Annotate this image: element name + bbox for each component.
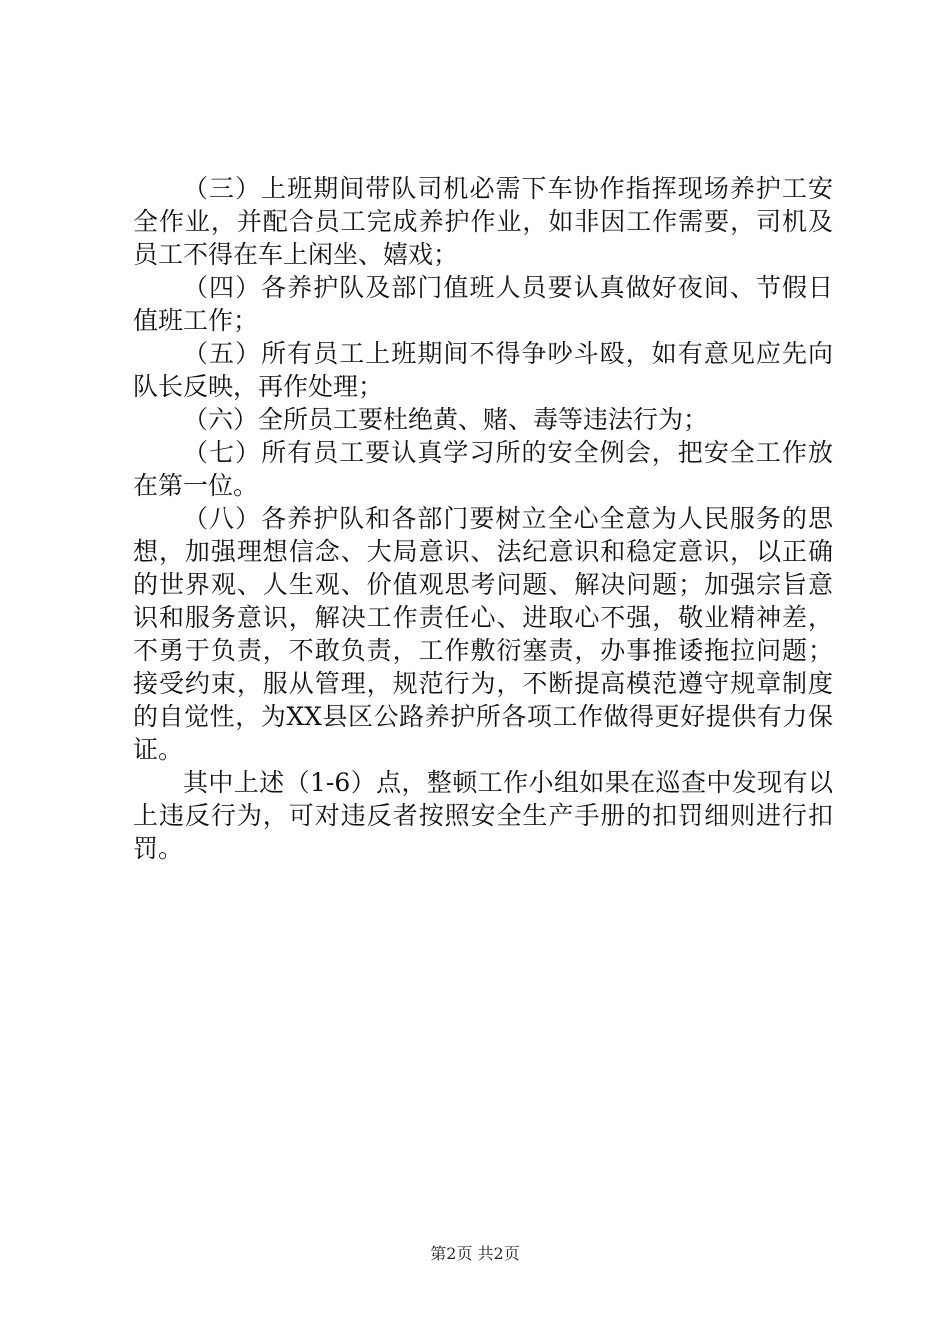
paragraph-6: [133, 403, 833, 436]
paragraph-summary: [133, 766, 833, 865]
paragraph-line: 其中上述（1-6）点，整顿工作小组如果在巡查中发现有以: [183, 768, 833, 797]
paragraph-8: [133, 502, 833, 766]
document-body: [133, 172, 833, 865]
paragraph-line: 在第一位。: [133, 471, 259, 500]
paragraph-line: （六）全所员工要杜绝黄、赌、毒等违法行为；: [183, 405, 709, 434]
paragraph-5: [133, 337, 833, 403]
paragraph-line: 员工不得在车上闲坐、嬉戏；: [133, 240, 459, 269]
paragraph-line: 的世界观、人生观、价值观思考问题、解决问题；加强宗旨意: [133, 570, 833, 599]
paragraph-4: [133, 271, 833, 337]
paragraph-line: 值班工作；: [133, 306, 259, 335]
paragraph-line: 全作业，并配合员工完成养护作业，如非因工作需要，司机及: [133, 207, 833, 236]
paragraph-line: （五）所有员工上班期间不得争吵斗殴，如有意见应先向: [183, 339, 833, 368]
paragraph-line: 想，加强理想信念、大局意识、法纪意识和稳定意识，以正确: [133, 537, 833, 566]
paragraph-line: 上违反行为，可对违反者按照安全生产手册的扣罚细则进行扣: [133, 801, 833, 830]
paragraph-line: （八）各养护队和各部门要树立全心全意为人民服务的思: [183, 504, 833, 533]
paragraph-line: 罚。: [133, 834, 184, 863]
paragraph-3: [133, 172, 833, 271]
paragraph-line: 证。: [133, 735, 184, 764]
paragraph-line: 接受约束，服从管理，规范行为，不断提高模范遵守规章制度: [133, 669, 833, 698]
paragraph-line: （四）各养护队及部门值班人员要认真做好夜间、节假日: [183, 273, 833, 302]
page-number-footer: 第2页 共2页: [430, 1244, 520, 1263]
paragraph-line: 的自觉性，为XX县区公路养护所各项工作做得更好提供有力保: [133, 702, 833, 731]
paragraph-7: [133, 436, 833, 502]
paragraph-line: 不勇于负责，不敢负责，工作敷衍塞责，办事推诿拖拉问题；: [133, 636, 833, 665]
paragraph-line: 识和服务意识，解决工作责任心、进取心不强，敬业精神差，: [133, 603, 833, 632]
paragraph-line: （三）上班期间带队司机必需下车协作指挥现场养护工安: [183, 174, 833, 203]
paragraph-line: 队长反映，再作处理；: [133, 372, 384, 401]
paragraph-line: （七）所有员工要认真学习所的安全例会，把安全工作放: [183, 438, 833, 467]
